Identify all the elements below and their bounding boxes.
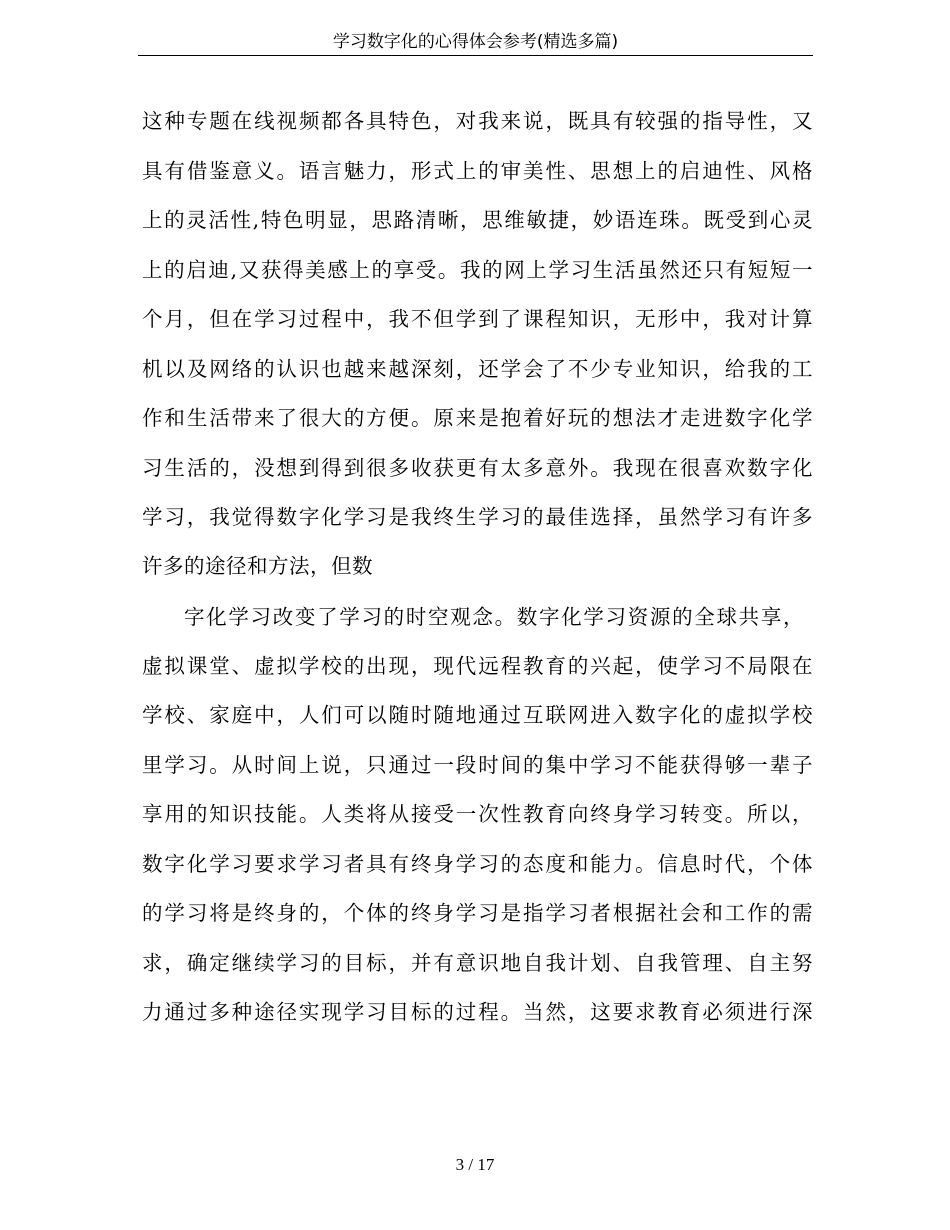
- paragraph-line: 许多的途径和方法，但数: [142, 554, 373, 578]
- paragraph-line: 求，确定继续学习的目标，并有意识地自我计划、自我管理、自主努: [142, 951, 813, 975]
- paragraph-line: 作和生活带来了很大的方便。原来是抱着好玩的想法才走进数字化学: [142, 406, 813, 430]
- paragraph-line: 这种专题在线视频都各具特色，对我来说，既具有较强的指导性，又: [142, 109, 813, 133]
- paragraph-line: 里学习。从时间上说，只通过一段时间的集中学习不能获得够一辈子: [142, 753, 813, 777]
- page-number: 3 / 17: [455, 1155, 495, 1174]
- paragraph-line: 上的启迪,又获得美感上的享受。我的网上学习生活虽然还只有短短一: [142, 258, 813, 282]
- paragraph-line: 享用的知识技能。人类将从接受一次性教育向终身学习转变。所以，: [142, 802, 813, 826]
- paragraph-line: 数字化学习要求学习者具有终身学习的态度和能力。信息时代，个体: [142, 852, 813, 876]
- page-header-title: 学习数字化的心得体会参考(精选多篇): [332, 32, 619, 52]
- paragraph-line: 学校、家庭中，人们可以随时随地通过互联网进入数字化的虚拟学校: [142, 703, 813, 727]
- paragraph-line: 个月，但在学习过程中，我不但学到了课程知识，无形中，我对计算: [142, 307, 813, 331]
- paragraph-line: 力通过多种途径实现学习目标的过程。当然，这要求教育必须进行深: [142, 1000, 813, 1024]
- paragraph-line: 虚拟课堂、虚拟学校的出现，现代远程教育的兴起，使学习不局限在: [142, 654, 813, 678]
- paragraph-line: 的学习将是终身的，个体的终身学习是指学习者根据社会和工作的需: [142, 901, 813, 925]
- paragraph-line: 机以及网络的认识也越来越深刻，还学会了不少专业知识，给我的工: [142, 357, 813, 381]
- paragraph-line: 习生活的，没想到得到很多收获更有太多意外。我现在很喜欢数字化: [142, 456, 813, 480]
- paragraph-line: 具有借鉴意义。语言魅力，形式上的审美性、思想上的启迪性、风格: [142, 159, 813, 183]
- header-divider: [138, 55, 813, 56]
- paragraph-line: 学习，我觉得数字化学习是我终生学习的最佳选择，虽然学习有许多: [142, 505, 813, 529]
- paragraph-line: 字化学习改变了学习的时空观念。数字化学习资源的全球共享，: [184, 605, 804, 629]
- paragraph-line: 上的灵活性,特色明显，思路清晰，思维敏捷，妙语连珠。既受到心灵: [142, 208, 813, 232]
